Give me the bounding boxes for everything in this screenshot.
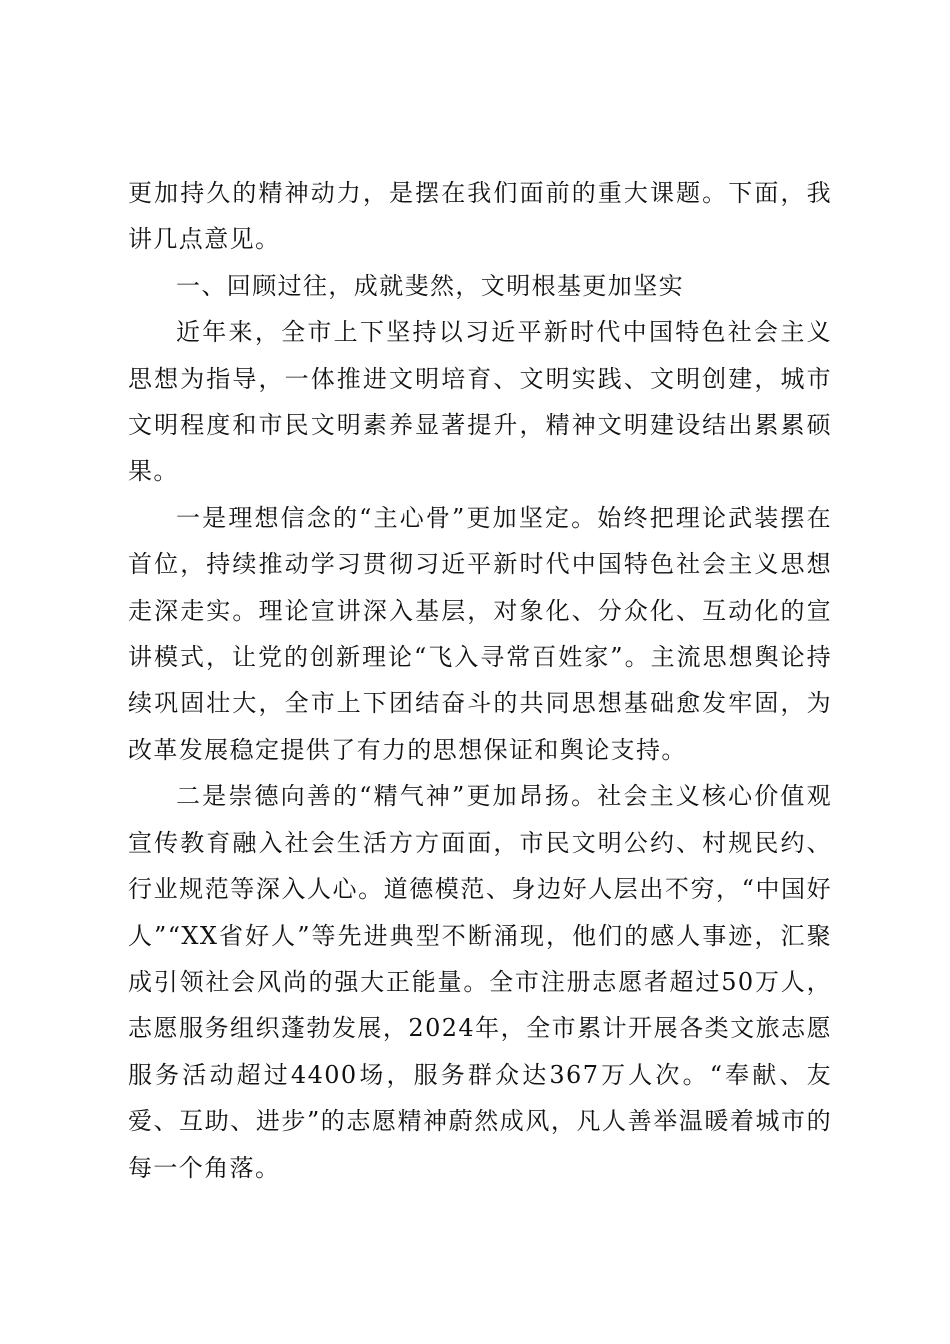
paragraph-overview: 近年来，全市上下坚持以习近平新时代中国特色社会主义思想为指导，一体推进文明培育、文明实践、文明创建，城市文明程度和市民文明素养显著提升，精神文明建设结出累累硕果。 (128, 318, 832, 486)
paragraph-morality: 二是崇德向善的“精气神”更加昂扬。社会主义核心价值观宣传教育融入社会生活方方面面，市民文明公约、村规民约、行业规范等深入人心。道德模范、身边好人层出不穷，“中国好人”“XX省好人”等先进典型不断涌现，他们的感人事迹，汇聚成引领社会风尚的强大正能量。全市注册志愿者超过50万人，志愿服务组织蓬勃发展，2024年，全市累计开展各类文旅志愿服务活动超过4400场，服务群众达367万人次。“奉献、友爱、互助、进步”的志愿精神蔚然成风，凡人善举温暖着城市的每一个角落。 (128, 782, 832, 1182)
body-text (128, 170, 832, 1191)
section-heading: 一、回顾过往，成就斐然，文明根基更加坚实 (176, 271, 684, 300)
paragraph-ideals: 一是理想信念的“主心骨”更加坚定。始终把理论武装摆在首位，持续推动学习贯彻习近平新时代中国特色社会主义思想走深走实。理论宣讲深入基层，对象化、分众化、互动化的宣讲模式，让党的创新理论“飞入寻常百姓家”。主流思想舆论持续巩固壮大，全市上下团结奋斗的共同思想基础愈发牢固，为改革发展稳定提供了有力的思想保证和舆论支持。 (128, 503, 832, 764)
paragraph-continuation: 更加持久的精神动力，是摆在我们面前的重大课题。下面，我讲几点意见。 (128, 179, 832, 254)
